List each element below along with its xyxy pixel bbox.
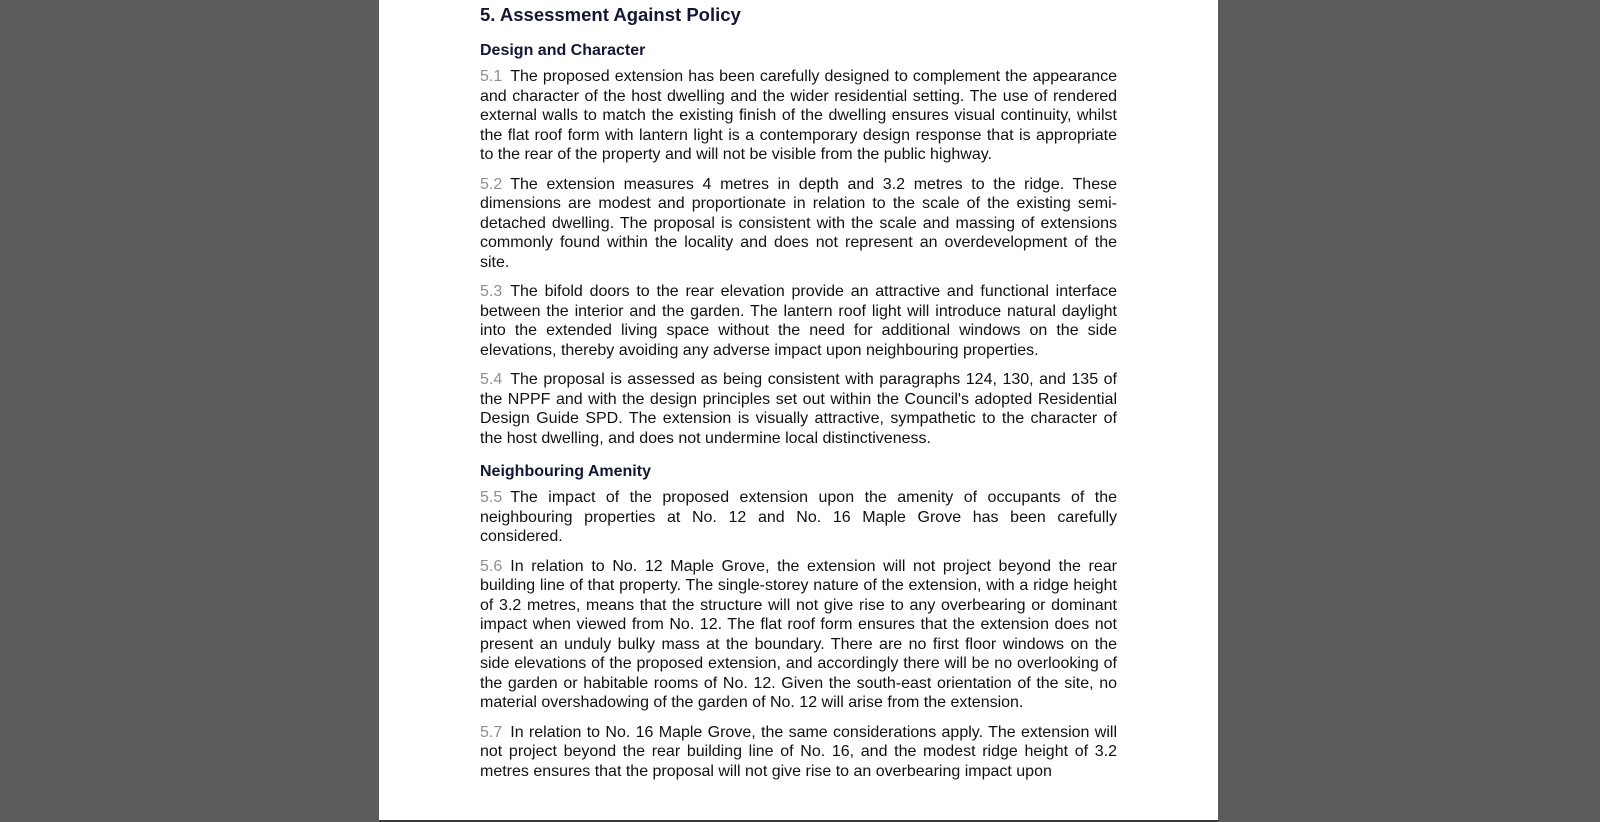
paragraph-text: The extension measures 4 metres in depth and 3.2 metres to the ridge. These dimensions are modest and proportionate in relation to the scale of the existing semi-detached dwelling. The proposal is consistent with the scale and massing of extensions commonly found within the locality and does not represent an overdevelopment of the site.	[480, 175, 1117, 271]
paragraph-5-1	[480, 67, 1117, 165]
page-content	[480, 0, 1117, 781]
paragraph-5-5	[480, 488, 1117, 547]
paragraph-text: The proposal is assessed as being consistent with paragraphs 124, 130, and 135 of the NPPF and with the design principles set out within the Council's adopted Residential Design Guide SPD. The extension is visually attractive, sympathetic to the character of the host dwelling, and does not undermine local distinctiveness.	[480, 371, 1117, 447]
paragraph-text: The bifold doors to the rear elevation provide an attractive and functional interface between the interior and the garden. The lantern roof light will introduce natural daylight into the extended living space without the need for additional windows on the side elevations, thereby avoiding any adverse impact upon neighbouring properties.	[480, 283, 1117, 359]
paragraph-5-2	[480, 175, 1117, 273]
paragraph-text: The proposed extension has been carefully designed to complement the appearance and character of the host dwelling and the wider residential setting. The use of rendered external walls to match the existing finish of the dwelling ensures visual continuity, whilst the flat roof form with lantern light is a contemporary design response that is appropriate to the rear of the property and will not be visible from the public highway.	[480, 68, 1117, 163]
subheading-neighbouring-amenity: Neighbouring Amenity	[480, 463, 651, 480]
paragraph-number: 5.4	[480, 371, 503, 388]
paragraph-number: 5.5	[480, 489, 503, 506]
paragraph-5-7	[480, 723, 1117, 782]
paragraph-text: In relation to No. 12 Maple Grove, the extension will not project beyond the rear building line of that property. The single-storey nature of the extension, with a ridge height of 3.2 metres, means that the structure will not give rise to any overbearing or dominant impact when viewed from No. 12. The flat roof form ensures that the extension does not present an unduly bulky mass at the boundary. There are no first floor windows on the side elevations of the proposed extension, and accordingly there will be no overlooking of the garden or habitable rooms of No. 12. Given the south-east orientation of the site, no material overshadowing of the garden of No. 12 will arise from the extension.	[480, 557, 1117, 711]
subheading-design-and-character: Design and Character	[480, 42, 646, 59]
paragraph-5-3	[480, 282, 1117, 360]
paragraph-5-6	[480, 557, 1117, 713]
paragraph-number: 5.1	[480, 68, 503, 85]
paragraph-text: In relation to No. 16 Maple Grove, the same considerations apply. The extension will not project beyond the rear building line of No. 16, and the modest ridge height of 3.2 metres ensures that the proposal will not give rise to an overbearing impact upon	[480, 723, 1117, 780]
document-page	[379, 0, 1218, 822]
paragraph-number: 5.6	[480, 557, 503, 575]
section-heading: 5. Assessment Against Policy	[480, 4, 741, 25]
paragraph-number: 5.2	[480, 175, 503, 193]
paragraph-number: 5.7	[480, 723, 503, 741]
paragraph-text: The impact of the proposed extension upon the amenity of occupants of the neighbouring properties at No. 12 and No. 16 Maple Grove has been carefully considered.	[480, 489, 1117, 545]
paragraph-number: 5.3	[480, 283, 503, 300]
paragraph-5-4	[480, 370, 1117, 448]
